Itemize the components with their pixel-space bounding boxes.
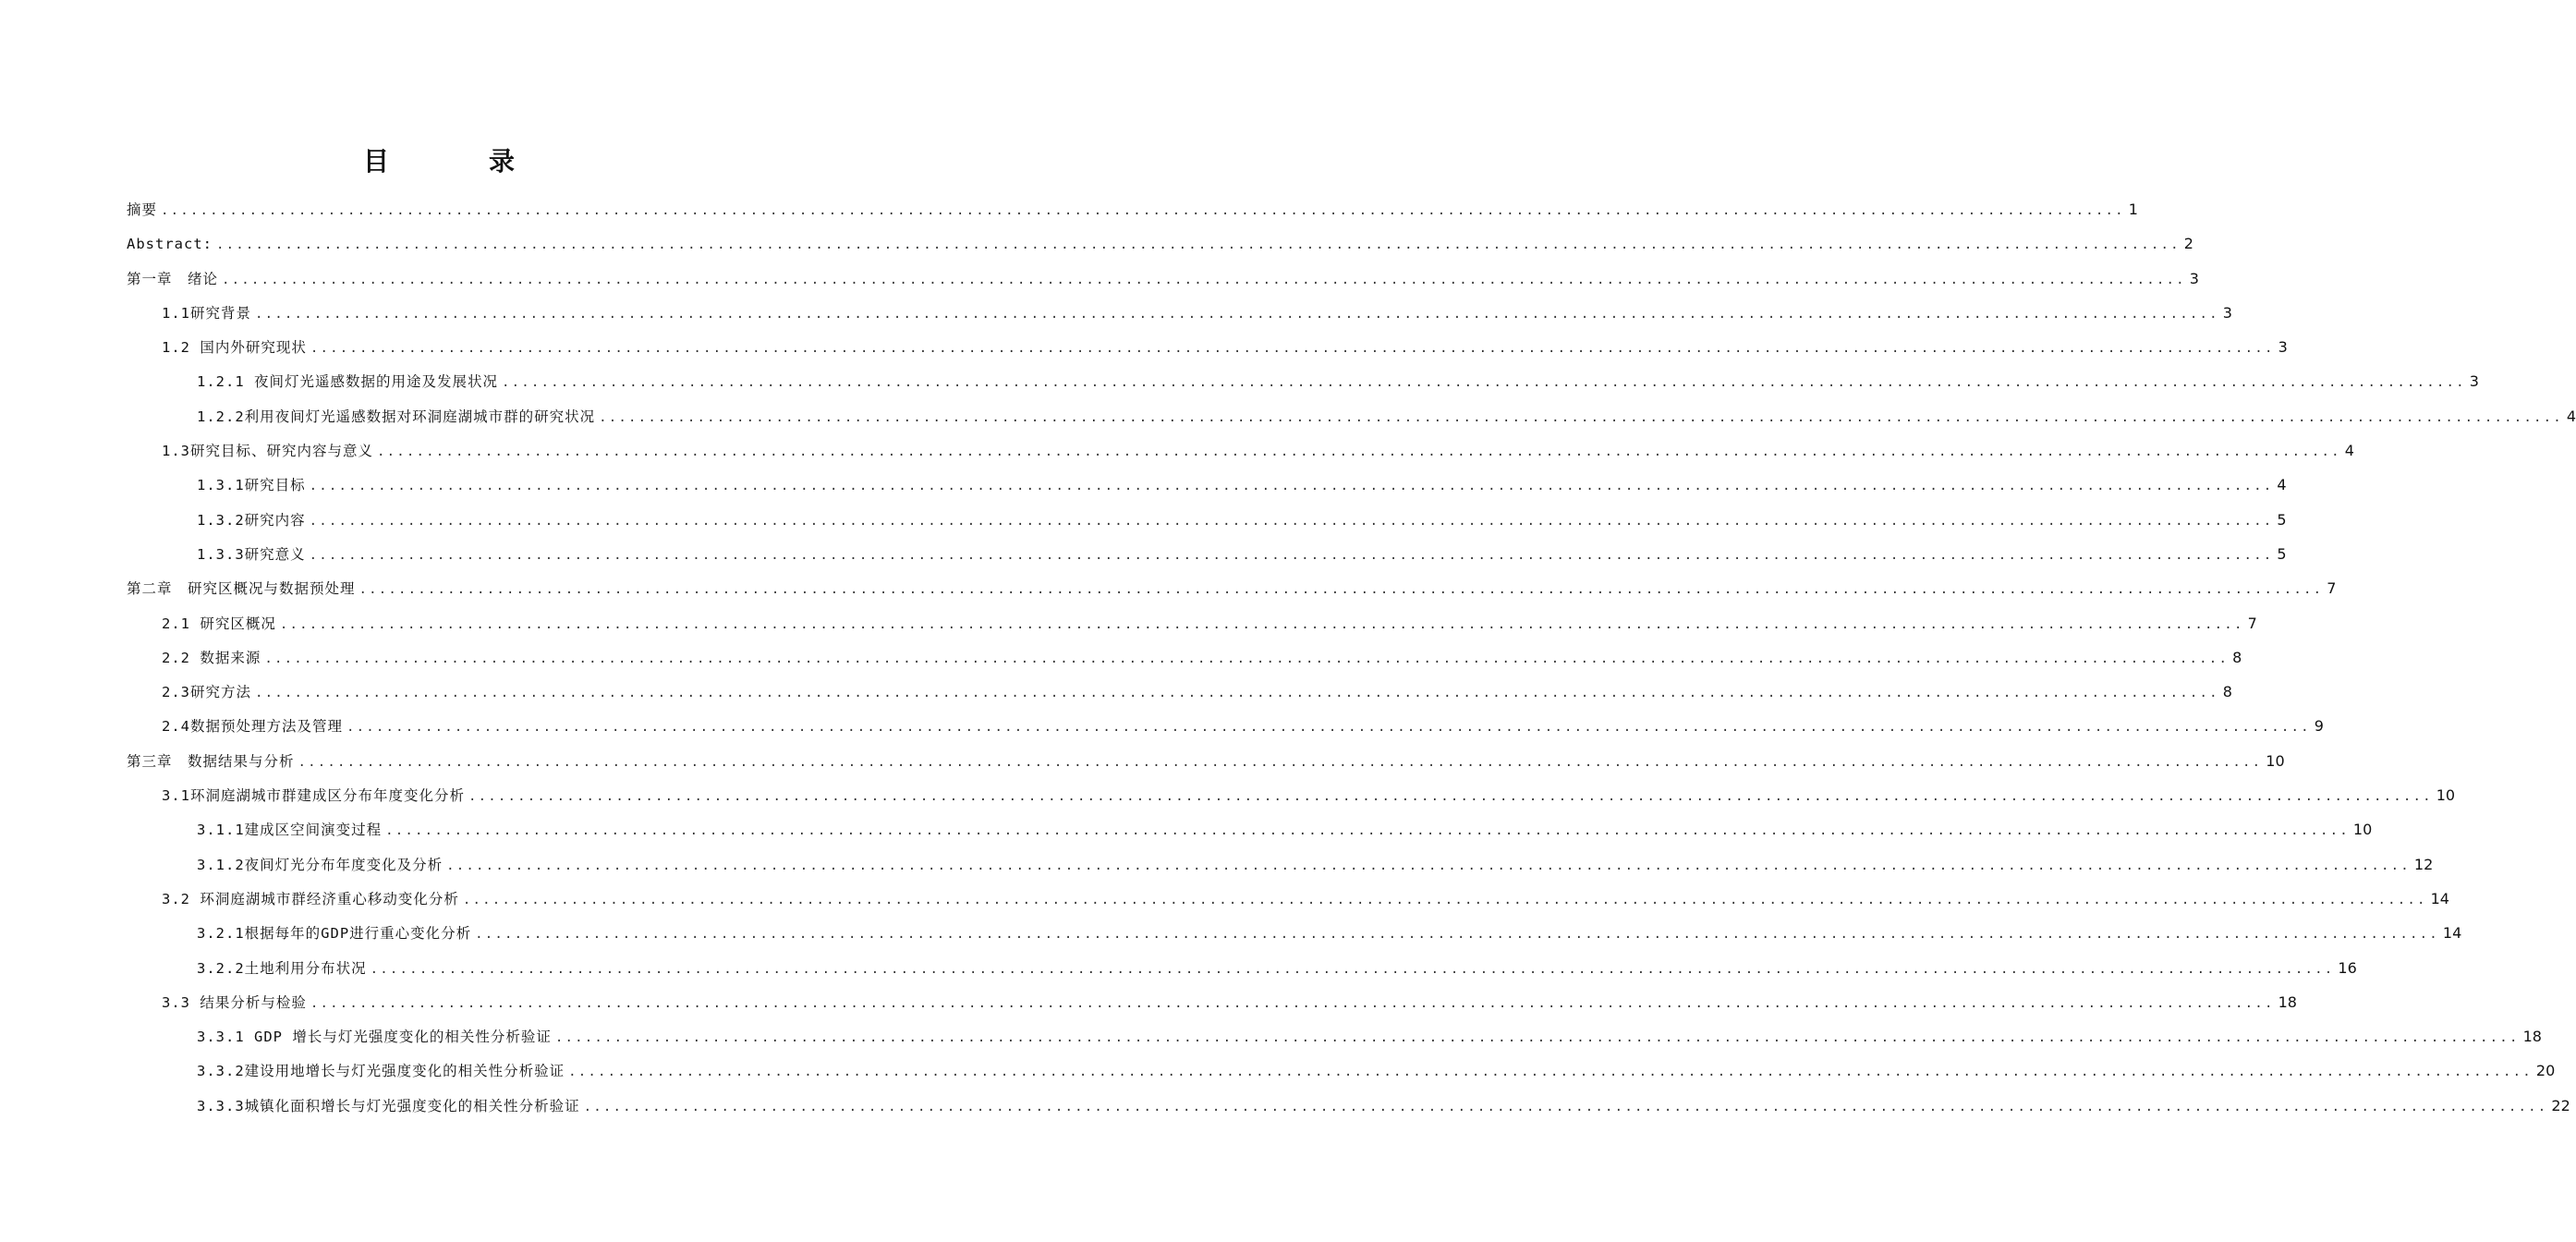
dot-leader: ........................................................................................................................................................................................................ [309, 479, 2274, 494]
toc-entry-label: 第三章 数据结果与分析 [127, 752, 295, 770]
dot-leader: ........................................................................................................................................................................................................ [446, 858, 2411, 873]
dot-leader: ........................................................................................................................................................................................................ [161, 203, 2125, 218]
toc-entry-label: 第一章 绪论 [127, 270, 219, 287]
toc-entry-label: 摘要 [127, 201, 158, 218]
toc-entry-label: 1.3.3研究意义 [197, 545, 306, 563]
dot-leader: ........................................................................................................................................................................................................ [468, 789, 2433, 805]
toc-entry-page-number: 1 [2128, 201, 2138, 218]
toc-entry-label: 1.3研究目标、研究内容与意义 [162, 443, 373, 460]
toc-entry[interactable] [127, 1053, 2556, 1088]
dot-leader: ........................................................................................................................................................................................................ [264, 651, 2230, 666]
dot-leader: ........................................................................................................................................................................................................ [255, 306, 2219, 322]
toc-entry-label: 1.3.1研究目标 [197, 477, 306, 494]
toc-entry[interactable] [127, 985, 2297, 1019]
toc-entry-page-number: 3 [2222, 303, 2232, 322]
toc-entry-label: 1.1研究背景 [162, 304, 251, 322]
dot-leader: ........................................................................................................................................................................................................ [370, 961, 2335, 977]
dot-leader: ........................................................................................................................................................................................................ [385, 823, 2350, 839]
toc-entry-page-number: 4 [2344, 442, 2354, 460]
toc-entry-label: 3.3.3城镇化面积增长与灯光强度变化的相关性分析验证 [197, 1097, 580, 1114]
dot-leader: ........................................................................................................................................................................................................ [255, 686, 2219, 701]
dot-leader: ........................................................................................................................................................................................................ [554, 1030, 2520, 1046]
toc-entry[interactable] [127, 882, 2449, 916]
page-title: 目 录 [362, 146, 552, 177]
toc-entry-page-number: 14 [2442, 924, 2462, 943]
toc-entry-label: 1.2.1 夜间灯光遥感数据的用途及发展状况 [197, 373, 498, 391]
toc-entry[interactable] [127, 847, 2434, 882]
dot-leader: ........................................................................................................................................................................................................ [583, 1099, 2548, 1114]
toc-entry-label: 2.4数据预处理方法及管理 [162, 718, 343, 736]
toc-entry-page-number: 22 [2551, 1096, 2570, 1114]
toc-entry-label: 1.3.2研究内容 [197, 511, 306, 529]
toc-entry[interactable] [127, 468, 2287, 502]
toc-entry-page-number: 5 [2277, 510, 2287, 529]
toc-entry[interactable] [127, 262, 2199, 296]
toc-entry[interactable] [127, 709, 2324, 743]
toc-entry-label: 第二章 研究区概况与数据预处理 [127, 580, 356, 598]
toc-entry-page-number: 4 [2566, 407, 2576, 425]
toc-entry[interactable] [127, 916, 2462, 950]
toc-entry-page-number: 7 [2327, 579, 2337, 598]
toc-entry-label: 3.3 结果分析与检验 [162, 993, 307, 1011]
toc-entry[interactable] [127, 744, 2285, 778]
toc-entry[interactable] [127, 364, 2479, 398]
dot-leader: ........................................................................................................................................................................................................ [298, 754, 2263, 770]
toc-entry[interactable] [127, 1019, 2542, 1053]
toc-entry[interactable] [127, 503, 2287, 537]
dot-leader: ........................................................................................................................................................................................................ [279, 616, 2244, 632]
dot-leader: ........................................................................................................................................................................................................ [358, 582, 2324, 598]
dot-leader: ........................................................................................................................................................................................................ [346, 720, 2311, 736]
toc-entry-page-number: 3 [2278, 338, 2288, 357]
toc-entry-page-number: 3 [2189, 269, 2199, 287]
toc-entry[interactable] [127, 640, 2242, 675]
dot-leader: ........................................................................................................................................................................................................ [310, 341, 2275, 357]
toc-entry[interactable] [127, 296, 2232, 330]
toc-entry-page-number: 10 [2436, 786, 2456, 805]
toc-entry-page-number: 8 [2222, 683, 2232, 701]
dot-leader: ........................................................................................................................................................................................................ [309, 513, 2274, 529]
dot-leader: ........................................................................................................................................................................................................ [475, 927, 2439, 943]
toc-entry-label: 3.3.1 GDP 增长与灯光强度变化的相关性分析验证 [197, 1029, 552, 1046]
toc-entry-label: 3.3.2建设用地增长与灯光强度变化的相关性分析验证 [197, 1063, 565, 1080]
dot-leader: ........................................................................................................................................................................................................ [599, 409, 2563, 425]
toc-entry-page-number: 5 [2277, 544, 2287, 563]
toc-entry-label: 3.1.2夜间灯光分布年度变化及分析 [197, 856, 444, 873]
toc-entry-label: 2.1 研究区概况 [162, 615, 276, 632]
toc-entry-label: 3.1环洞庭湖城市群建成区分布年度变化分析 [162, 787, 465, 805]
toc-entry[interactable] [127, 571, 2337, 605]
toc-entry-page-number: 10 [2266, 751, 2285, 770]
toc-entry-page-number: 2 [2183, 235, 2193, 253]
dot-leader: ........................................................................................................................................................................................................ [310, 995, 2275, 1011]
dot-leader: ........................................................................................................................................................................................................ [377, 444, 2341, 460]
toc-entry-page-number: 14 [2430, 889, 2449, 907]
toc-entry[interactable] [127, 1089, 2570, 1123]
toc-entry-label: 1.2 国内外研究现状 [162, 339, 307, 357]
toc-entry-page-number: 4 [2277, 476, 2287, 494]
toc-entry[interactable] [127, 812, 2373, 846]
toc-entry[interactable] [127, 778, 2456, 812]
toc-entry-page-number: 18 [2278, 992, 2297, 1011]
toc-entry-page-number: 8 [2232, 648, 2242, 666]
toc-entry[interactable] [127, 330, 2288, 364]
toc-entry-label: 3.1.1建成区空间演变过程 [197, 822, 383, 839]
dot-leader: ........................................................................................................................................................................................................ [502, 375, 2466, 391]
toc-entry-label: Abstract: [127, 236, 213, 253]
toc-entry-page-number: 12 [2413, 855, 2434, 873]
dot-leader: ........................................................................................................................................................................................................ [222, 272, 2186, 287]
toc-entry-label: 3.2.2土地利用分布状况 [197, 959, 367, 977]
toc-entry-page-number: 18 [2522, 1028, 2542, 1046]
toc-entry-label: 2.3研究方法 [162, 684, 251, 701]
toc-entry[interactable] [127, 226, 2193, 261]
dot-leader: ........................................................................................................................................................................................................ [568, 1065, 2533, 1080]
toc-entry-page-number: 3 [2469, 372, 2479, 391]
toc-entry-label: 3.2 环洞庭湖城市群经济重心移动变化分析 [162, 890, 459, 907]
toc-entry[interactable] [127, 399, 2576, 433]
dot-leader: ........................................................................................................................................................................................................ [462, 892, 2427, 907]
toc-entry-page-number: 7 [2247, 614, 2257, 632]
toc-entry-label: 2.2 数据来源 [162, 649, 261, 666]
toc-entry[interactable] [127, 675, 2232, 709]
toc-entry-label: 3.2.1根据每年的GDP进行重心变化分析 [197, 925, 472, 943]
toc-entry[interactable] [127, 606, 2257, 640]
toc-entry[interactable] [127, 433, 2354, 468]
toc-entry-page-number: 16 [2338, 958, 2357, 977]
dot-leader: ........................................................................................................................................................................................................ [309, 547, 2274, 563]
toc-entry-page-number: 20 [2535, 1062, 2556, 1080]
toc-entry[interactable] [127, 192, 2138, 226]
table-of-contents [127, 192, 2576, 1123]
toc-entry[interactable] [127, 537, 2287, 571]
toc-entry-page-number: 9 [2314, 717, 2324, 736]
toc-entry[interactable] [127, 951, 2357, 985]
dot-leader: ........................................................................................................................................................................................................ [216, 237, 2181, 253]
toc-entry-page-number: 10 [2352, 821, 2373, 839]
toc-entry-label: 1.2.2利用夜间灯光遥感数据对环洞庭湖城市群的研究状况 [197, 408, 596, 425]
